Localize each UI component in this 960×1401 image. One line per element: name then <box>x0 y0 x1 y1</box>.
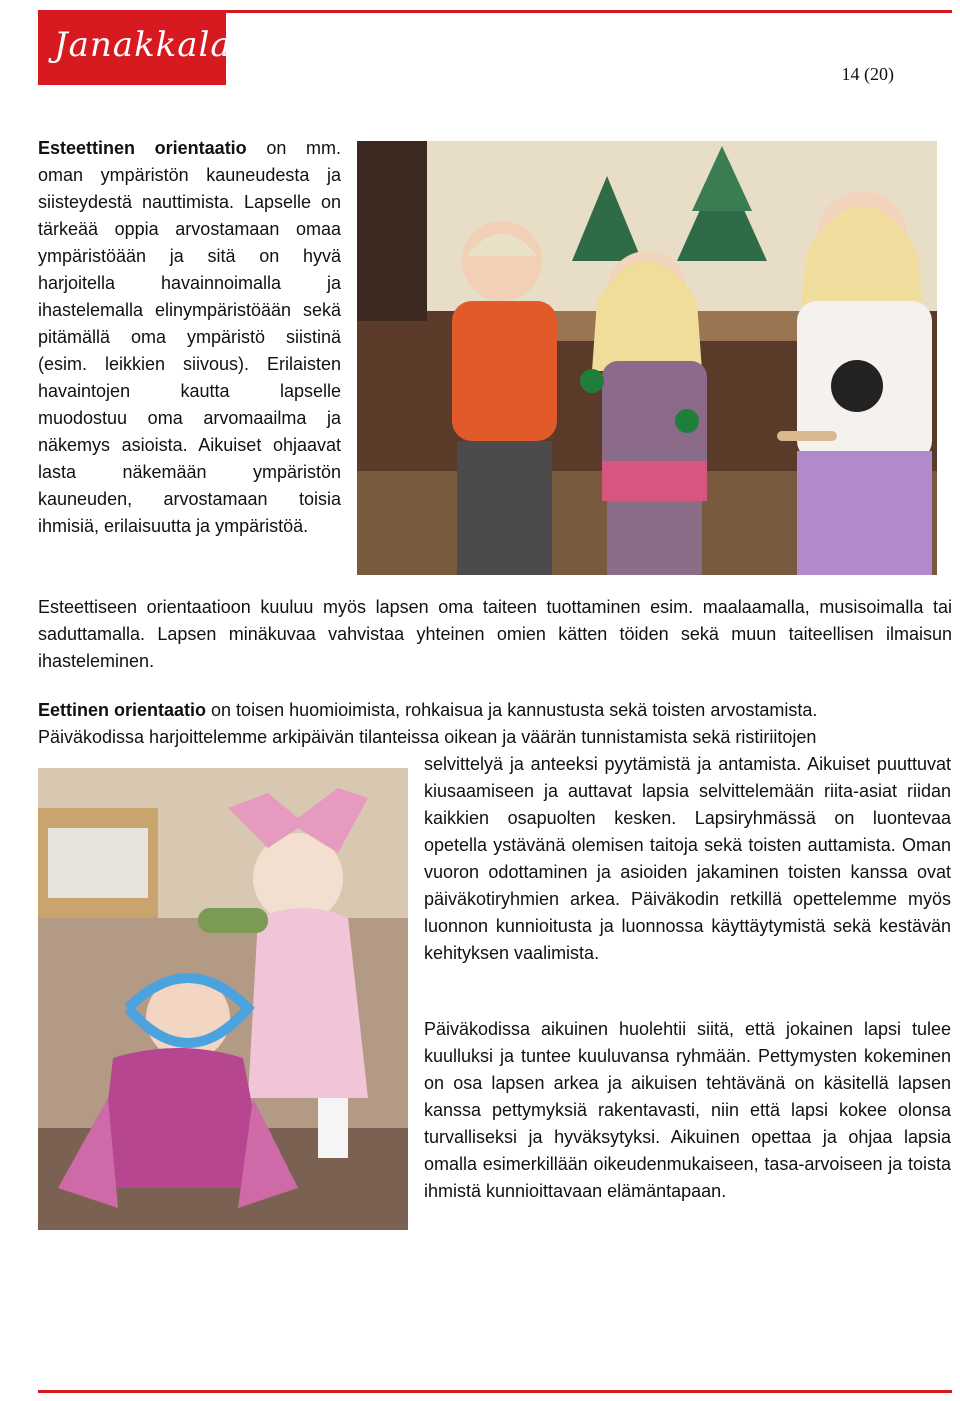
eettinen-intro <box>38 697 952 751</box>
page-number: 14 (20) <box>841 64 894 84</box>
logo-text: Janakkala <box>54 25 232 65</box>
eettinen-line2: Päiväkodissa harjoittelemme arkipäivän tilanteissa oikean ja väärän tunnistamista sekä ristiriitojen <box>38 727 817 747</box>
intro-text: on mm. oman ympäristön kauneudesta ja siisteydestä nauttimista. Lapselle on tärkeää oppia arvostamaan omaa ympäristöään ja sitä on hyvä harjoitella havainnoimalla ja ihastelemalla elinympäristöään sekä pitämällä oma ympäristö siistinä (esim. leikkien siivous). Erilaisten havaintojen kautta lapselle muodostuu oma arvomaailma ja näkemys asioista. Aikuiset ohjaavat lasta näkemään ympäristön kauneuden, arvostamaan toisia ihmisiä, erilaisuutta ja ympäristöä. <box>38 138 341 536</box>
eettinen-line1: on toisen huomioimista, rohkaisua ja kannustusta sekä toisten arvostamista. <box>206 700 818 720</box>
photo-children-with-shakers <box>357 141 937 575</box>
paragraph-belonging: Päiväkodissa aikuinen huolehtii siitä, että jokainen lapsi tulee kuulluksi ja tuntee kuuluvansa ryhmään. Pettymysten kokeminen on osa lapsen arkea ja aikuisen tehtävänä on käsitellä lapsen kanssa pettymyksiä rakentavasti, niin että lapsi kokee olonsa turvalliseksi ja hyväksytyksi. Aikuinen opettaa ja ohjaa lapsia omalla esimerkillään oikeudenmukaiseen, tasa-arvoiseen ja toista ihmistä kunnioittavaan elämäntapaan. <box>424 1019 951 1201</box>
photo-children-costumes <box>38 768 408 1230</box>
heading-eettinen: Eettinen orientaatio <box>38 700 207 720</box>
intro-paragraph <box>38 135 341 540</box>
paragraph-conflict-resolution: selvittelyä ja anteeksi pyytämistä ja antamista. Aikuiset puuttuvat kiusaamiseen ja auttavat lapsia selvittelemään riita-asiat riidan kaikkien osapuolten kesken. Lapsiryhmässä on luontevaa opetella ystävänä olemisen taitoja sekä toisten auttamista. Oman vuoron odottaminen ja asioiden jakaminen toisten kanssa ovat päiväkotiryhmien arkea. Päiväkodin retkillä opettelemme myös luonnon kunnioitusta ja luonnossa käyttäytymistä sekä kestävän kehityksen vaalimista. <box>424 754 951 963</box>
paragraph-artistic-expression: Esteettiseen orientaatioon kuuluu myös lapsen oma taiteen tuottaminen esim. maalaamalla, musisoimalla tai saduttamalla. Lapsen minäkuvaa vahvistaa yhteinen omien kätten töiden sekä muun taiteellisen ilmaisun ihasteleminen. <box>38 597 952 671</box>
janakkala-logo <box>38 13 232 85</box>
heading-esteettinen: Esteettinen orientaatio <box>38 138 247 158</box>
bottom-rule <box>38 1390 952 1393</box>
